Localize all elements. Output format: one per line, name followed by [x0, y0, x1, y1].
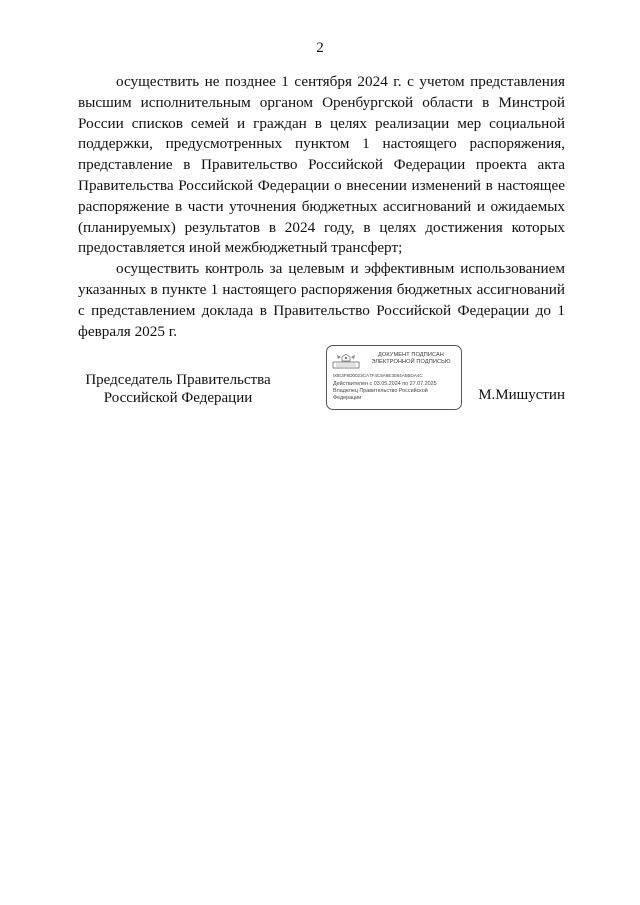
- paragraph: осуществить не позднее 1 сентября 2024 г. с учетом представления высшим исполнительным органом Оренбургской области в Минстрой России списков семей и граждан в целях реализации мер социальной поддержки, предусмотренных пунктом 1 настоящего распоряжения, представление в Правительство Российской Федерации проекта акта Правительства Российской Федерации о внесении изменений в настоящее распоряжение в части уточнения бюджетных ассигнований и ожидаемых (планируемых) результатов в 2024 году, в целях достижения которых предоставляется иной межбюджетный трансферт;: [78, 73, 565, 257]
- stamp-title: ДОКУМЕНТ ПОДПИСАН ЭЛЕКТРОННОЙ ПОДПИСЬЮ: [371, 352, 451, 365]
- certificate-details: [333, 381, 459, 402]
- paragraph: осуществить контроль за целевым и эффективным использованием указанных в пункте 1 настоящего распоряжения бюджетных ассигнований с представлением доклада в Правительство Российской Федерации до 1 февраля 2025 г.: [78, 260, 565, 340]
- signatory-position-line: Председатель Правительства: [85, 372, 271, 388]
- signatory-name: М.Мишустин: [478, 387, 565, 403]
- certificate-serial: 00E3F8D0023CA7F4C8A8E3084A5BDA4C: [333, 373, 423, 378]
- signatory-position-line: Российской Федерации: [103, 390, 253, 406]
- certificate-owner: Владелец Правительство Российской: [333, 388, 428, 394]
- page-number: 2: [316, 40, 324, 56]
- signatory-position: [78, 371, 278, 407]
- certificate-owner: Федерации: [333, 395, 362, 401]
- electronic-signature-stamp: [326, 345, 462, 410]
- certificate-validity: Действителен с 03.05.2024 по 27.07.2025: [333, 381, 437, 387]
- coat-of-arms-emblem-icon: [332, 352, 360, 369]
- document-body: [78, 72, 565, 342]
